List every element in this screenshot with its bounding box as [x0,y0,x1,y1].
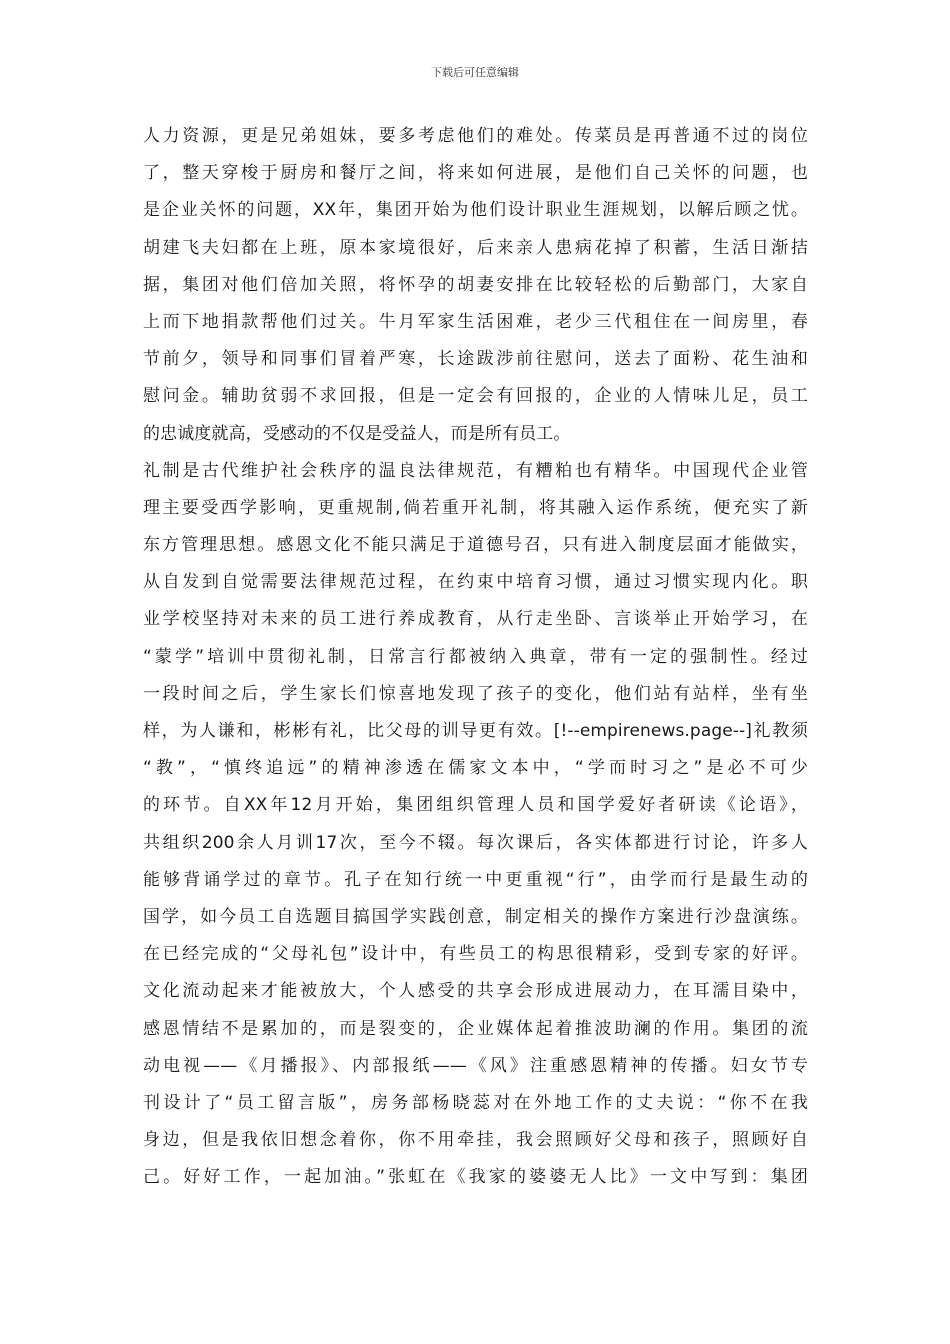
text-line: 身边，但是我依旧想念着你，你不用牵挂，我会照顾好父母和孩子，照顾好自 [143,1130,808,1151]
text-line: 胡建飞夫妇都在上班，原本家境很好，后来亲人患病花掉了积蓄，生活日渐拮 [143,237,808,258]
text-line: 的环节。自XX年12月开始，集团组织管理人员和国学爱好者研读《论语》， [143,795,808,816]
text-line: 在已经完成的“父母礼包”设计中，有些员工的构思很精彩，受到专家的好评。 [143,944,808,965]
text-line: 了，整天穿梭于厨房和餐厅之间，将来如何进展，是他们自己关怀的问题，也 [143,163,808,184]
text-line: 业学校坚持对未来的员工进行养成教育，从行走坐卧、言谈举止开始学习，在 [143,609,808,630]
text-line: “蒙学”培训中贯彻礼制，日常言行都被纳入典章，带有一定的强制性。经过 [143,646,808,667]
text-line: 能够背诵学过的章节。孔子在知行统一中更重视“行”，由学而行是最生动的 [143,869,808,890]
text-line: 据，集团对他们倍加关照，将怀孕的胡妻安排在比较轻松的后勤部门，大家自 [143,274,808,295]
text-line: 刊设计了“员工留言版”，房务部杨晓蕊对在外地工作的丈夫说：“你不在我 [143,1092,808,1113]
text-line: 国学，如今员工自选题目搞国学实践创意，制定相关的操作方案进行沙盘演练。 [143,906,808,927]
text-line: 慰问金。辅助贫弱不求回报，但是一定会有回报的，企业的人情味儿足，员工 [143,386,808,407]
text-line: 上而下地捐款帮他们过关。牛月军家生活困难，老少三代租住在一间房里，春 [143,311,808,332]
text-line: 一段时间之后，学生家长们惊喜地发现了孩子的变化，他们站有站样，坐有坐 [143,683,808,704]
text-line: 动电视——《月播报》、内部报纸——《风》注重感恩精神的传播。妇女节专 [143,1055,808,1076]
text-line: 是企业关怀的问题，XX年，集团开始为他们设计职业生涯规划，以解后顾之忧。 [143,200,808,221]
text-line: 理主要受西学影响，更重规制,倘若重开礼制，将其融入运作系统，便充实了新 [143,497,808,518]
text-line: 的忠诚度就高，受感动的不仅是受益人，而是所有员工。 [143,423,571,444]
text-line: 共组织200余人月训17次，至今不辍。每次课后，各实体都进行讨论，许多人 [143,832,808,853]
text-line: 东方管理思想。感恩文化不能只满足于道德号召，只有进入制度层面才能做实， [143,535,808,556]
text-line: 样，为人谦和，彬彬有礼，比父母的训导更有效。[!--empirenews.page--]礼教须 [143,721,808,741]
text-line: 礼制是古代维护社会秩序的温良法律规范，有糟粕也有精华。中国现代企业管 [143,460,808,481]
page-header: 下载后可任意编辑 [431,66,519,79]
text-line: 从自发到自觉需要法律规范过程，在约束中培育习惯，通过习惯实现内化。职 [143,572,808,593]
document-body [143,118,808,1196]
text-line: 文化流动起来才能被放大，个人感受的共享会形成进展动力，在耳濡目染中， [143,981,808,1002]
text-line: 人力资源，更是兄弟姐妹，要多考虑他们的难处。传菜员是再普通不过的岗位 [143,126,808,146]
text-line: 己。好好工作，一起加油。”张虹在《我家的婆婆无人比》一文中写到：集团 [143,1167,808,1188]
text-line: 感恩情结不是累加的，而是裂变的，企业媒体起着推波助澜的作用。集团的流 [143,1018,808,1039]
text-line: “教”，“慎终追远”的精神渗透在儒家文本中，“学而时习之”是必不可少 [143,758,808,779]
text-line: 节前夕，领导和同事们冒着严寒，长途跋涉前往慰问，送去了面粉、花生油和 [143,349,808,370]
